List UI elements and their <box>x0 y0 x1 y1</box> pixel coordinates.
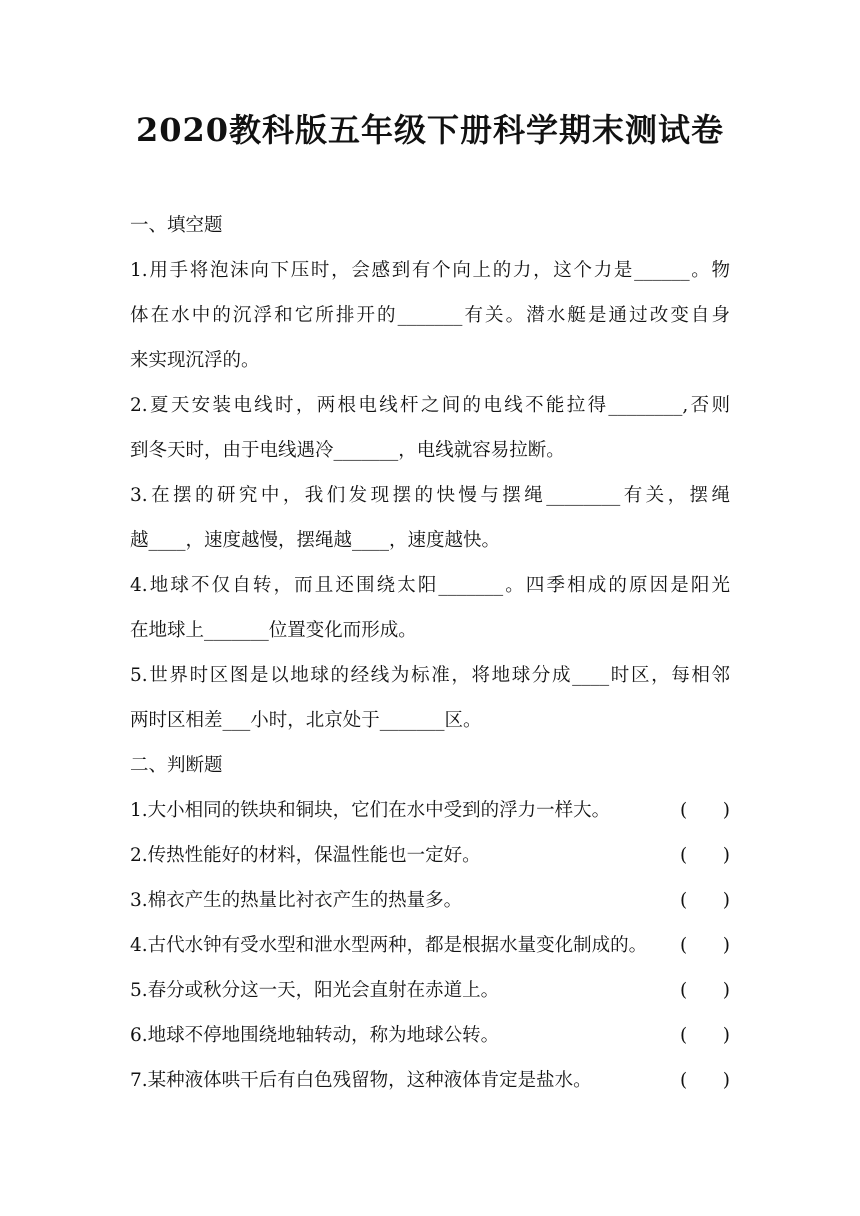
paren-right: ) <box>722 1025 730 1046</box>
fill-line: 2.夏天安装电线时，两根电线杆之间的电线不能拉得________,否则 <box>130 395 730 416</box>
fill-line: 越____，速度越慢，摆绳越____，速度越快。 <box>130 530 501 551</box>
paren-left: ( <box>680 890 688 911</box>
judge-item <box>130 968 730 1013</box>
fill-line: 到冬天时，由于电线遇冷_______，电线就容易拉断。 <box>130 440 565 461</box>
paren-left: ( <box>680 800 688 821</box>
paren-left: ( <box>680 1070 688 1091</box>
judge-item <box>130 788 730 833</box>
answer-parentheses <box>680 788 730 833</box>
paren-right: ) <box>722 890 730 911</box>
paren-right: ) <box>722 980 730 1001</box>
paren-right: ) <box>722 845 730 866</box>
answer-parentheses <box>680 1013 730 1058</box>
fill-line: 4.地球不仅自转，而且还围绕太阳_______。四季相成的原因是阳光 <box>130 575 730 596</box>
judge-item-text: 2.传热性能好的材料，保温性能也一定好。 <box>130 845 481 866</box>
paren-right: ) <box>722 935 730 956</box>
judge-item <box>130 1013 730 1058</box>
judge-item <box>130 923 730 968</box>
paren-left: ( <box>680 935 688 956</box>
paren-left: ( <box>680 980 688 1001</box>
fill-line: 体在水中的沉浮和它所排开的_______有关。潜水艇是通过改变自身 <box>130 305 730 326</box>
answer-parentheses <box>680 1058 730 1103</box>
judge-item <box>130 1058 730 1103</box>
judge-item <box>130 878 730 923</box>
judge-item-text: 4.古代水钟有受水型和泄水型两种，都是根据水量变化制成的。 <box>130 935 648 956</box>
answer-parentheses <box>680 833 730 878</box>
section-heading-judge: 二、判断题 <box>130 755 223 776</box>
paren-right: ) <box>722 800 730 821</box>
exam-content <box>130 203 730 1103</box>
judge-item-text: 1.大小相同的铁块和铜块，它们在水中受到的浮力一样大。 <box>130 800 611 821</box>
page-title: 2020教科版五年级下册科学期末测试卷 <box>135 111 725 149</box>
answer-parentheses <box>680 878 730 923</box>
judge-item-text: 3.棉衣产生的热量比衬衣产生的热量多。 <box>130 890 463 911</box>
fill-line: 5.世界时区图是以地球的经线为标准，将地球分成____时区，每相邻 <box>130 665 730 686</box>
fill-line: 1.用手将泡沫向下压时，会感到有个向上的力，这个力是______。物 <box>130 260 730 281</box>
fill-line: 来实现沉浮的。 <box>130 350 260 371</box>
fill-line: 3.在摆的研究中，我们发现摆的快慢与摆绳________有关，摆绳 <box>130 485 730 506</box>
answer-parentheses <box>680 968 730 1013</box>
judge-item-text: 5.春分或秋分这一天，阳光会直射在赤道上。 <box>130 980 500 1001</box>
fill-line: 两时区相差___小时，北京处于_______区。 <box>130 710 482 731</box>
paren-left: ( <box>680 1025 688 1046</box>
answer-parentheses <box>680 923 730 968</box>
fill-line: 在地球上_______位置变化而形成。 <box>130 620 417 641</box>
judge-item-text: 7.某种液体哄干后有白色残留物，这种液体肯定是盐水。 <box>130 1070 592 1091</box>
judge-item-text: 6.地球不停地围绕地轴转动，称为地球公转。 <box>130 1025 500 1046</box>
paren-left: ( <box>680 845 688 866</box>
paren-right: ) <box>722 1070 730 1091</box>
judge-item <box>130 833 730 878</box>
section-heading-fill: 一、填空题 <box>130 215 223 236</box>
